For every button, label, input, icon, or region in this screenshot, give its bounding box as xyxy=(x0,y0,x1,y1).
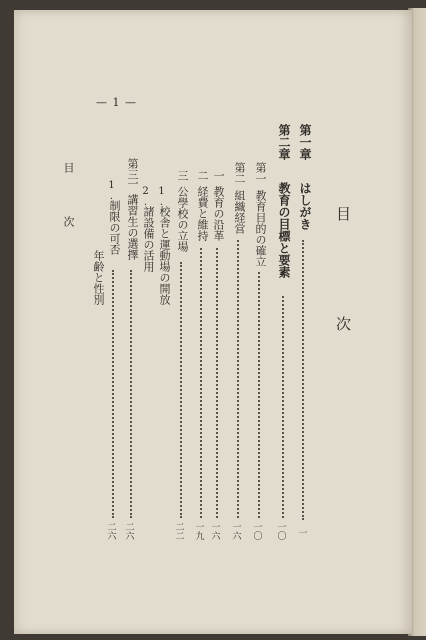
toc-subitem-title: 制限の可否 xyxy=(108,200,121,255)
toc-section-num: 第三 xyxy=(126,158,139,180)
toc-section-num: 第一 xyxy=(254,162,267,184)
page-folio: — 1 — xyxy=(96,96,137,109)
toc-page-number: 一 xyxy=(298,529,308,539)
toc-leader-dots xyxy=(302,240,304,520)
toc-chapter-1-title: はしがき xyxy=(298,182,312,230)
toc-page-number: 二六 xyxy=(107,523,117,542)
toc-item-num: 一 xyxy=(212,170,225,181)
toc-leader-dots xyxy=(180,262,182,518)
running-title: 目 次 xyxy=(62,162,75,243)
toc-section-title: 組織経営 xyxy=(233,190,246,234)
toc-page-number: 二二 xyxy=(175,523,185,542)
toc-section-num: 第二 xyxy=(233,162,246,184)
toc-leader-dots xyxy=(258,272,260,518)
toc-item-title: 経費と維持 xyxy=(196,186,209,241)
toc-page-number: 二六 xyxy=(125,523,135,542)
toc-chapter-1-num: 第一章 xyxy=(298,124,312,160)
toc-page-number: 一〇 xyxy=(253,523,263,542)
toc-subitem-title: 校舎と運動場の開放 xyxy=(158,206,171,305)
toc-subitem-num: 2. xyxy=(140,186,151,208)
toc-item-num: 一 xyxy=(126,178,139,189)
toc-leader-dots xyxy=(282,296,284,518)
toc-item-num: 三 xyxy=(176,170,189,181)
toc-subitem-num: 1. xyxy=(156,186,167,208)
toc-section-title: 教育目的の確立 xyxy=(254,190,267,267)
toc-leader-dots xyxy=(130,270,132,518)
toc-item-title: 公學校の立場 xyxy=(176,186,189,252)
toc-page-number: 一六 xyxy=(211,523,221,542)
toc-chapter-2-num: 第二章 xyxy=(277,124,291,160)
toc-subitem-title: 諸設備の活用 xyxy=(142,206,155,272)
toc-page-number: 一〇 xyxy=(277,523,287,542)
toc-leader-dots xyxy=(216,248,218,518)
toc-leader-dots xyxy=(112,270,114,518)
toc-item-title: 講習生の選擇 xyxy=(126,194,139,260)
toc-subitem-num: 1. xyxy=(106,180,117,202)
toc-subitem-title: 年齢と性別 xyxy=(92,250,105,305)
page-title: 目 次 xyxy=(334,206,352,371)
toc-item-num: 二 xyxy=(196,170,209,181)
toc-chapter-2-title: 教育の目標と要素 xyxy=(277,182,291,278)
toc-page-number: 一九 xyxy=(195,523,205,542)
toc-leader-dots xyxy=(237,240,239,518)
toc-leader-dots xyxy=(200,248,202,518)
toc-item-title: 教育の沿革 xyxy=(212,186,225,241)
toc-page-number: 一六 xyxy=(232,523,242,542)
